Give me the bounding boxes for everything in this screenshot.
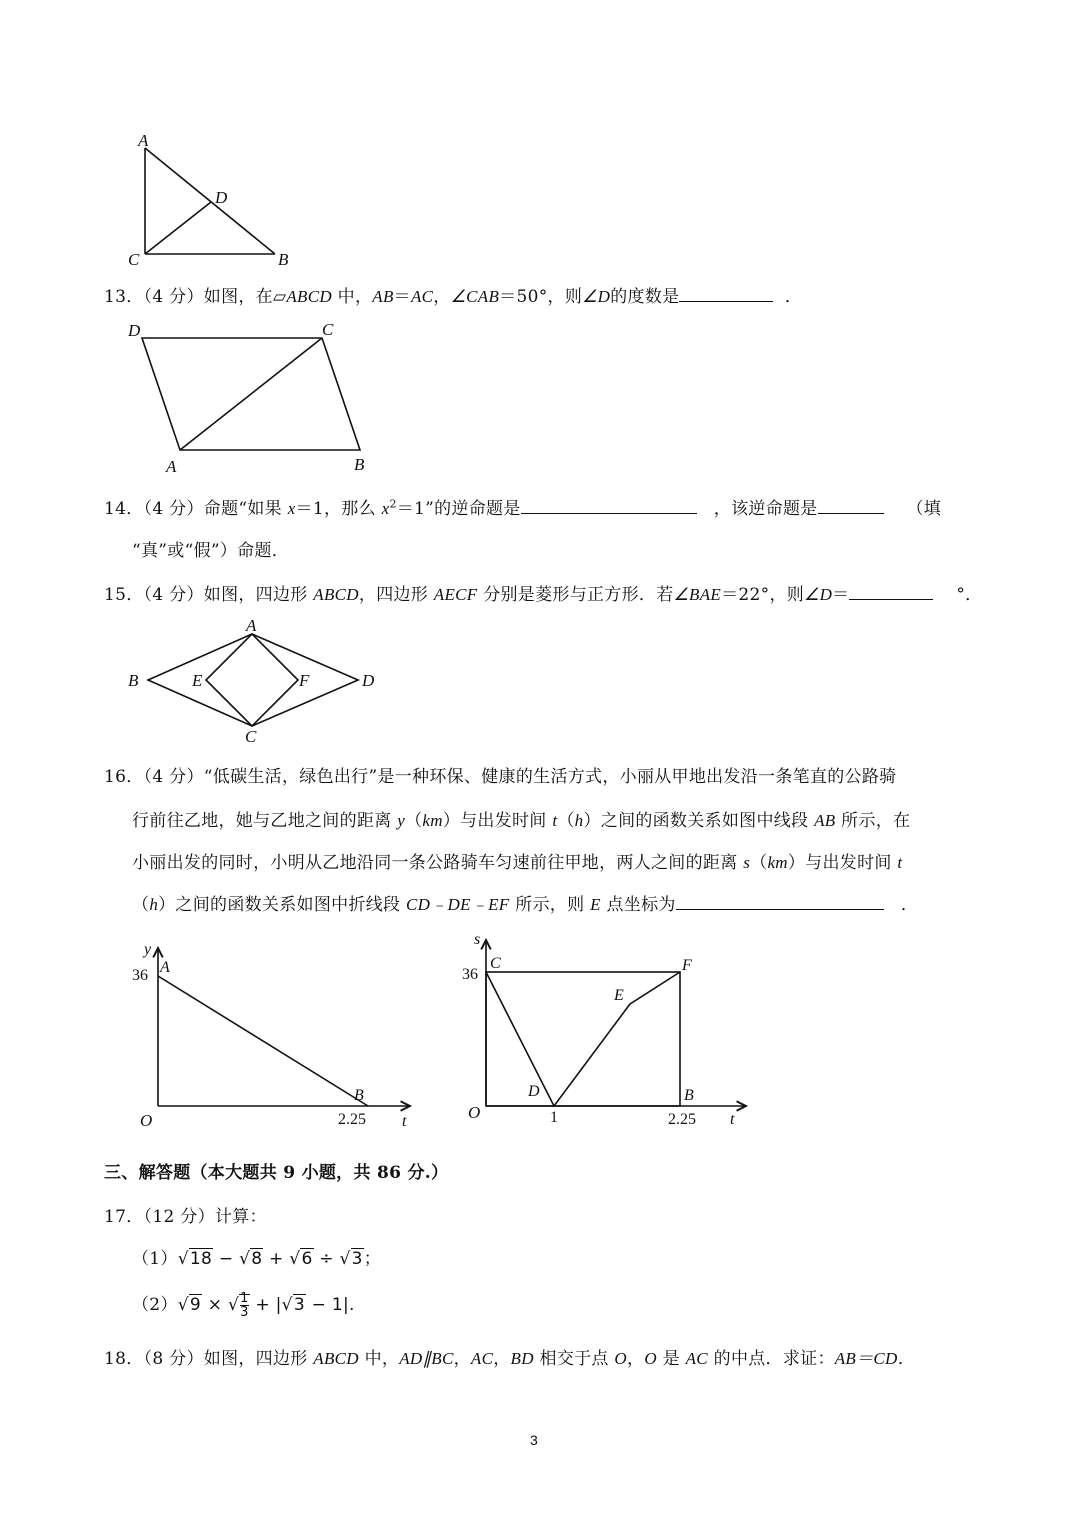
x-tick-1: 1 [550, 1109, 558, 1126]
question-17-part2: （2）√9 × √ $\frac{1}{3}$ + |√3 − 1|. [132, 1290, 355, 1320]
answer-blank[interactable] [679, 287, 773, 302]
label-A: A [160, 959, 170, 976]
label-C: C [128, 250, 140, 269]
answer-blank[interactable] [849, 585, 933, 600]
y-axis-label: y [144, 941, 152, 958]
label-E: E [192, 671, 203, 690]
label-E: E [614, 987, 624, 1004]
question-17-part1: （1）√18 − √8 + √6 ÷ √3； [132, 1249, 382, 1269]
question-14: 14．（4 分）命题“如果 x＝1，那么 $x^2=1$”的逆命题是 ，该逆命题是 （填 [104, 497, 942, 519]
x-axis-label: t [402, 1113, 407, 1130]
label-B: B [354, 455, 365, 474]
answer-blank[interactable] [676, 895, 884, 910]
question-15: 15．（4 分）如图，四边形 ABCD，四边形 AECF 分别是菱形与正方形．若∠BAE＝22°，则∠D＝ °． [104, 585, 983, 605]
question-13: 13．（4 分）如图，在▱ABCD 中，AB＝AC，∠CAB＝50°，则∠D的度数是 ． [104, 287, 803, 307]
question-18: 18．（8 分）如图，四边形 ABCD 中，AD∥BC，AC，BD 相交于点 O，O 是 AC 的中点．求证：AB＝CD． [104, 1349, 915, 1369]
label-F: F [299, 671, 310, 690]
label-B: B [128, 671, 139, 690]
triangle-figure [120, 126, 310, 270]
rhombus-square-figure [120, 614, 390, 748]
label-C: C [245, 727, 257, 746]
label-D: D [362, 671, 375, 690]
x-tick-225: 2.25 [668, 1111, 696, 1128]
origin-label: O [140, 1111, 153, 1130]
truth-blank[interactable] [818, 499, 884, 514]
y-tick-36: 36 [462, 966, 478, 983]
distance-graph-2 [458, 926, 758, 1136]
question-16: 16．（4 分）“低碳生活，绿色出行”是一种环保、健康的生活方式，小丽从甲地出发沿一条笔直的公路骑 [104, 767, 897, 787]
x-tick-225: 2.25 [338, 1111, 366, 1128]
label-A: A [246, 616, 257, 635]
label-D: D [215, 188, 228, 207]
distance-graph-1 [126, 936, 426, 1136]
label-D: D [128, 321, 141, 340]
question-17: 17．（12 分）计算： [104, 1207, 267, 1227]
t-axis-label: t [730, 1111, 735, 1128]
label-B: B [354, 1087, 364, 1104]
origin-label: O [468, 1103, 481, 1122]
question-16-line3: 小丽出发的同时，小明从乙地沿同一条公路骑车匀速前往甲地，两人之间的距离 s（km）与出发时间 t [132, 853, 903, 873]
label-B: B [278, 250, 289, 269]
s-axis-label: s [474, 931, 481, 948]
parallelogram-figure [120, 316, 380, 478]
question-14-line2: “真”或“假”）命题． [132, 541, 290, 561]
converse-blank[interactable] [521, 499, 697, 514]
label-F: F [682, 957, 692, 974]
question-16-line2: 行前往乙地，她与乙地之间的距离 y（km）与出发时间 t（h）之间的函数关系如图中线段 AB 所示，在 [132, 811, 911, 831]
label-D: D [528, 1083, 540, 1100]
question-16-line4: （h）之间的函数关系如图中折线段 CD﹣DE﹣EF 所示，则 E 点坐标为 ． [132, 895, 919, 915]
label-C: C [490, 955, 501, 972]
label-C: C [322, 320, 334, 339]
section-3-heading: 三、解答题（本大题共 9 小题，共 86 分.） [104, 1163, 449, 1183]
page-number: 3 [530, 1432, 538, 1448]
label-A: A [166, 457, 177, 476]
label-A: A [138, 131, 149, 150]
y-tick-36: 36 [132, 967, 148, 984]
label-B: B [684, 1087, 694, 1104]
